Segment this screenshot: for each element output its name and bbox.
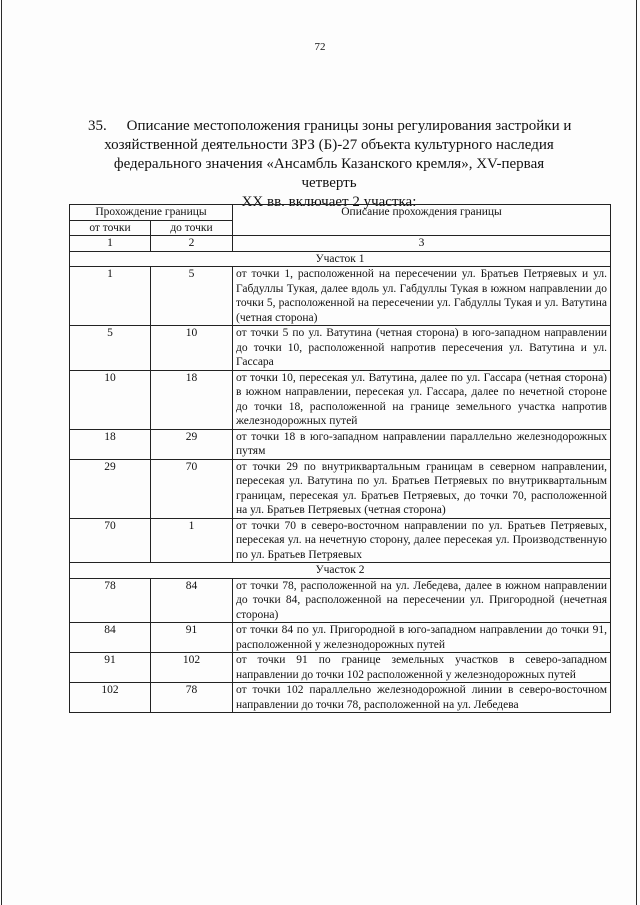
description-cell: от точки 18 в юго-западном направлении параллельно железнодорожных путям xyxy=(233,429,611,459)
page-number: 72 xyxy=(314,41,326,53)
table-row xyxy=(70,459,611,518)
to-point-cell: 102 xyxy=(151,653,233,683)
from-point-cell: 102 xyxy=(70,683,151,713)
table-row xyxy=(70,518,611,563)
to-point-cell: 5 xyxy=(151,267,233,326)
from-point-cell: 18 xyxy=(70,429,151,459)
heading-line-2: хозяйственной деятельности ЗРЗ (Б)-27 объекта культурного наследия xyxy=(104,137,554,153)
section-number: 35. xyxy=(88,118,107,134)
description-cell: от точки 5 по ул. Ватутина (четная сторона) в юго-западном направлении до точки 10, расположенной напротив пересечения ул. Ватутина и ул. Гассара xyxy=(233,326,611,371)
heading-line-3: федерального значения «Ансамбль Казанского кремля», XV-первая четверть xyxy=(113,156,545,191)
section-heading xyxy=(86,117,572,212)
from-point-cell: 29 xyxy=(70,459,151,518)
table-header-row xyxy=(70,205,611,221)
section-label-1: Участок 1 xyxy=(70,251,611,267)
heading-line-4: XX вв. включает 2 участка: xyxy=(241,194,417,210)
to-point-cell: 18 xyxy=(151,370,233,429)
table-row xyxy=(70,370,611,429)
table-row xyxy=(70,326,611,371)
section-label-2: Участок 2 xyxy=(70,563,611,579)
description-cell: от точки 70 в северо-восточном направлении по ул. Братьев Петряевых, пересекая ул. на нечетную сторону, далее пересекая ул. Производственную по ул. Братьев Петряевых xyxy=(233,518,611,563)
to-point-cell: 10 xyxy=(151,326,233,371)
table-row xyxy=(70,623,611,653)
column-number-row xyxy=(70,236,611,252)
table-row xyxy=(70,683,611,713)
to-point-cell: 1 xyxy=(151,518,233,563)
from-point-cell: 78 xyxy=(70,578,151,623)
description-cell: от точки 78, расположенной на ул. Лебедева, далее в южном направлении до точки 84, расположенной на пересечении ул. Пригородной (нечетная сторона) xyxy=(233,578,611,623)
table-row xyxy=(70,578,611,623)
description-cell: от точки 29 по внутриквартальным границам в северном направлении, пересекая ул. Ватутина по ул. Братьев Петряевых по внутриквартальным границам, пересекая ул. Братьев Петряевых, до точки 70, расположенной на ул. Братьев Петряевых (четная сторона) xyxy=(233,459,611,518)
table-row xyxy=(70,267,611,326)
table-row xyxy=(70,429,611,459)
description-cell: от точки 1, расположенной на пересечении ул. Братьев Петряевых и ул. Габдуллы Тукая, далее вдоль ул. Габдуллы Тукая в южном направлении до точки 5, расположенной на пересечении ул. Габдуллы Тукая и ул. Ватутина (четная сторона) xyxy=(233,267,611,326)
header-description: Описание прохождения границы xyxy=(233,205,611,236)
from-point-cell: 5 xyxy=(70,326,151,371)
heading-line-1: Описание местоположения границы зоны регулирования застройки и xyxy=(126,118,572,134)
from-point-cell: 70 xyxy=(70,518,151,563)
from-point-cell: 84 xyxy=(70,623,151,653)
header-passage: Прохождение границы xyxy=(70,205,233,221)
description-cell: от точки 102 параллельно железнодорожной линии в северо-восточном направлении до точки 78, расположенной на ул. Лебедева xyxy=(233,683,611,713)
scan-right-edge xyxy=(636,0,637,905)
section-row-1 xyxy=(70,251,611,267)
description-cell: от точки 84 по ул. Пригородной в юго-западном направлении до точки 91, расположенной у железнодорожных путей xyxy=(233,623,611,653)
to-point-cell: 29 xyxy=(151,429,233,459)
table-row xyxy=(70,653,611,683)
section-row-2 xyxy=(70,563,611,579)
to-point-cell: 84 xyxy=(151,578,233,623)
from-point-cell: 10 xyxy=(70,370,151,429)
description-cell: от точки 10, пересекая ул. Ватутина, далее по ул. Гассара (четная сторона) в южном направлении, пересекая ул. Гассара, далее по нечетной стороне до точки 18, расположенной на границе земельного участка напротив железнодорожных путей xyxy=(233,370,611,429)
column-number-3: 3 xyxy=(233,236,611,252)
boundary-table-body xyxy=(70,205,611,713)
header-from-point: от точки xyxy=(70,220,151,236)
column-number-2: 2 xyxy=(151,236,233,252)
header-to-point: до точки xyxy=(151,220,233,236)
from-point-cell: 91 xyxy=(70,653,151,683)
column-number-1: 1 xyxy=(70,236,151,252)
to-point-cell: 78 xyxy=(151,683,233,713)
from-point-cell: 1 xyxy=(70,267,151,326)
to-point-cell: 70 xyxy=(151,459,233,518)
scan-left-edge xyxy=(1,0,2,905)
description-cell: от точки 91 по границе земельных участков в северо-западном направлении до точки 102 расположенной у железнодорожных путей xyxy=(233,653,611,683)
boundary-table xyxy=(69,204,611,713)
to-point-cell: 91 xyxy=(151,623,233,653)
